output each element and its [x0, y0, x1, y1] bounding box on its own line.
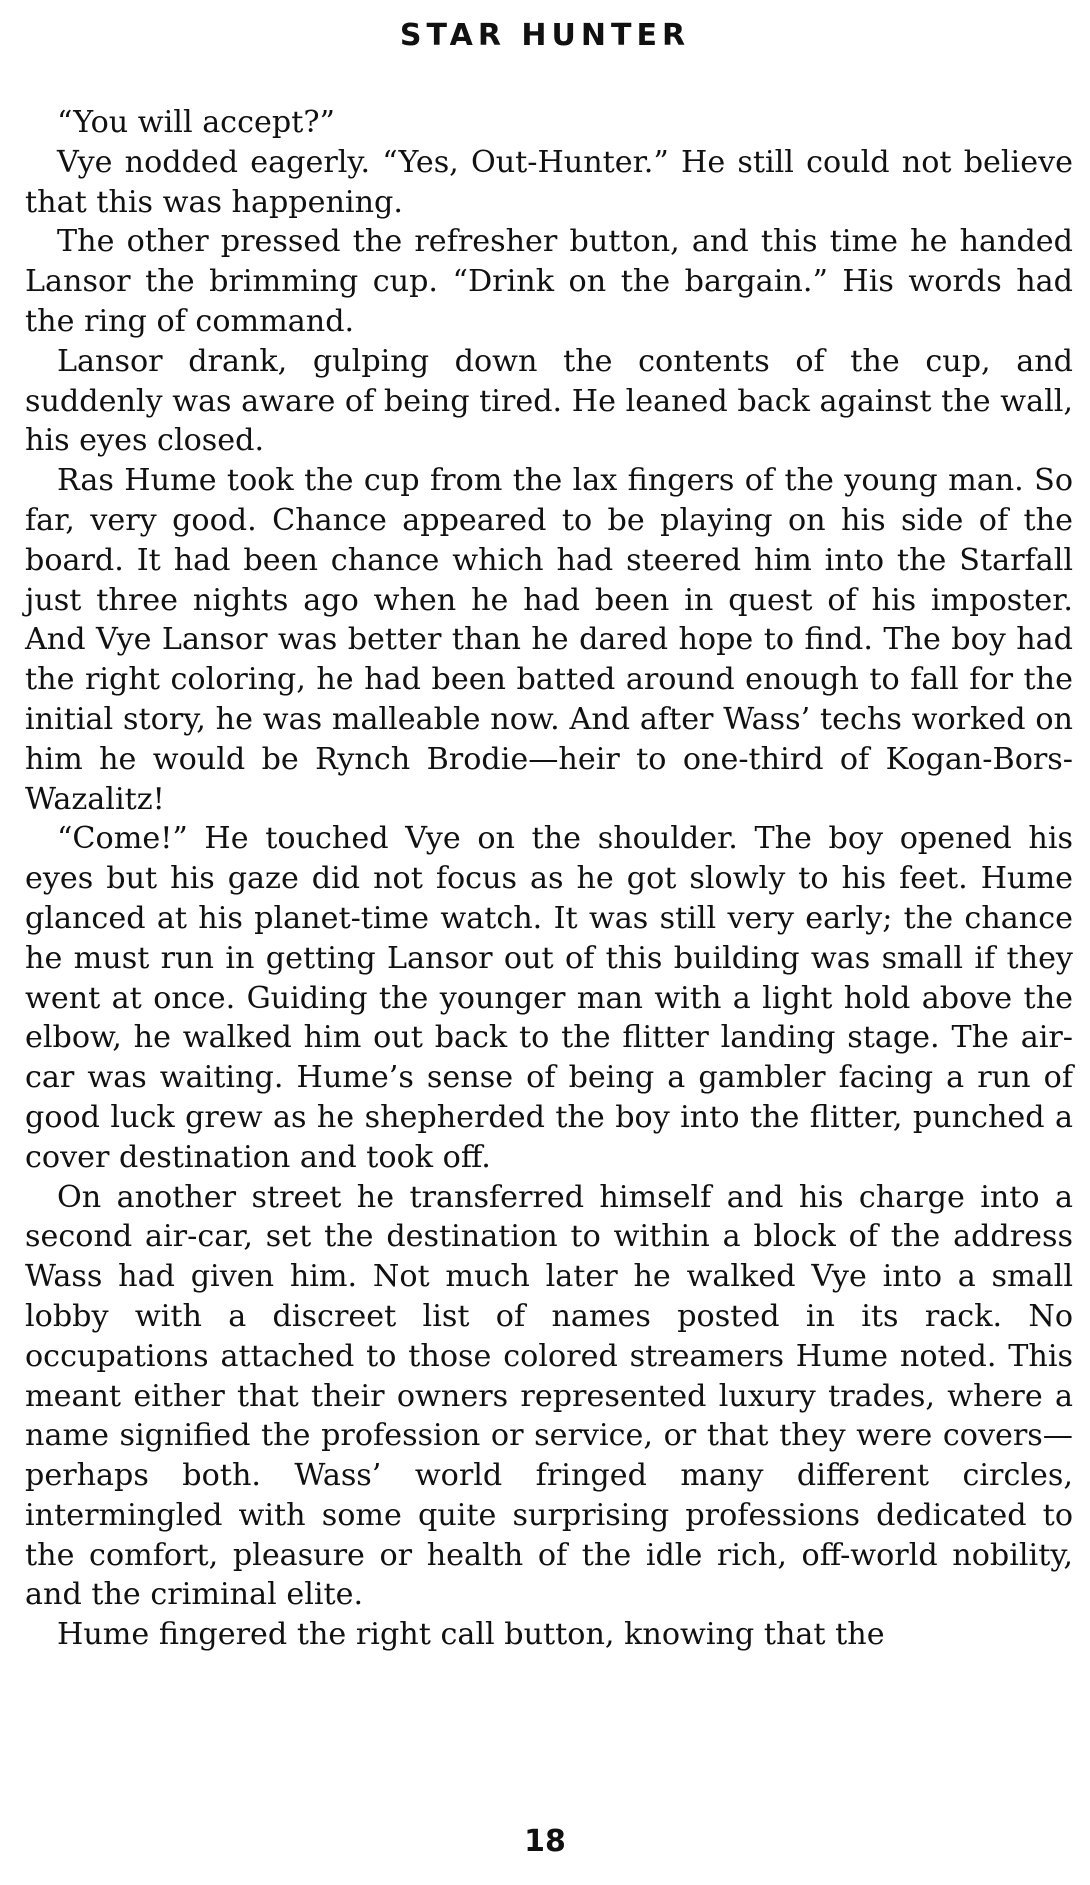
page-number: 18 [524, 1824, 566, 1859]
paragraph: On another street he transferred himself and his charge into a second air-car, set the destination to within a block of the address Wass had given him. Not much later he walked Vye into a small lobby with a discreet list of names posted in its rack. No occupations attached to those colored streamers Hume noted. This meant either that their owners represented luxury trades, where a name signified the profession or service, or that they were covers—perhaps both. Wass’ world fringed many different circles, intermingled with some quite surprising professions dedicated to the comfort, pleasure or health of the idle rich, off-world nobility, and the criminal elite. [25, 1179, 1073, 1613]
running-head: STAR HUNTER [399, 18, 691, 53]
paragraph: Vye nodded eagerly. “Yes, Out-Hunter.” He still could not believe that this was happening. [25, 144, 1073, 220]
paragraph: Hume fingered the right call button, knowing that the [57, 1617, 885, 1653]
paragraph: “You will accept?” [57, 105, 335, 140]
body-text [25, 103, 1073, 1655]
paragraph: The other pressed the refresher button, and this time he handed Lansor the brimming cup. “Drink on the bargain.” His words had the ring of command. [25, 224, 1073, 339]
paragraph: “Come!” He touched Vye on the shoulder. The boy opened his eyes but his gaze did not focus as he got slowly to his feet. Hume glanced at his planet-time watch. It was still very early; the chance he must run in getting Lansor out of this building was small if they went at once. Guiding the younger man with a light hold above the elbow, he walked him out back to the flitter landing stage. The air-car was waiting. Hume’s sense of being a gambler facing a run of good luck grew as he shepherded the boy into the flitter, punched a cover destination and took off. [25, 821, 1073, 1175]
paragraph: Ras Hume took the cup from the lax fingers of the young man. So far, very good. Chance appeared to be playing on his side of the board. It had been chance which had steered him into the Starfall just three nights ago when he had been in quest of his imposter. And Vye Lansor was better than he dared hope to find. The boy had the right coloring, he had been batted around enough to fall for the initial story, he was malleable now. And after Wass’ techs worked on him he would be Rynch Brodie—heir to one-third of Kogan-Bors-Wazalitz! [25, 463, 1073, 817]
paragraph: Lansor drank, gulping down the contents of the cup, and suddenly was aware of being tired. He leaned back against the wall, his eyes closed. [25, 343, 1073, 459]
